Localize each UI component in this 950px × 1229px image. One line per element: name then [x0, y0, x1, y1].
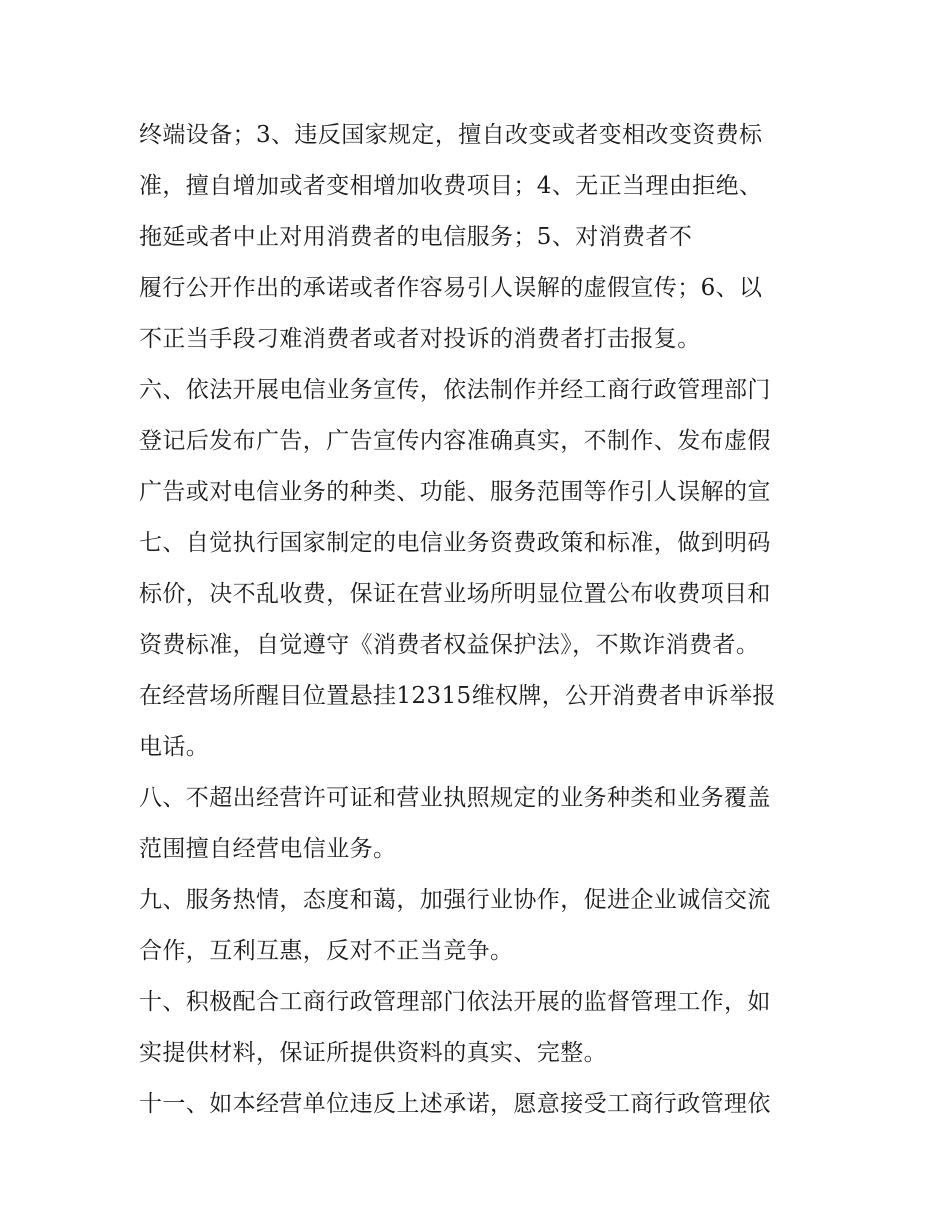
text-line: 不正当手段刁难消费者或者对投诉的消费者打击报复。: [139, 326, 701, 352]
text-line: 合作，互利互惠，反对不正当竞争。: [139, 938, 514, 964]
text-line: 十、积极配合工商行政管理部门依法开展的监督管理工作，如: [139, 989, 771, 1015]
text-line: 八、不超出经营许可证和营业执照规定的业务种类和业务覆盖: [139, 785, 771, 811]
text-line: 十一、如本经营单位违反上述承诺，愿意接受工商行政管理依: [139, 1091, 771, 1117]
text-line: 拖延或者中止对用消费者的电信服务；5、对消费者不: [139, 224, 693, 250]
text-line: 电话。: [139, 734, 210, 760]
text-line: 范围擅自经营电信业务。: [139, 836, 397, 862]
text-line: 准，擅自增加或者变相增加收费项目；4、无正当理由拒绝、: [139, 173, 763, 199]
text-line: 在经营场所醒目位置悬挂12315维权牌，公开消费者申诉举报: [139, 683, 776, 709]
text-line: 六、依法开展电信业务宣传，依法制作并经工商行政管理部门: [139, 377, 771, 403]
text-line: 资费标准，自觉遵守《消费者权益保护法》，不欺诈消费者。: [139, 632, 760, 658]
text-line: 履行公开作出的承诺或者作容易引人误解的虚假宣传；6、以: [139, 275, 763, 301]
text-line: 标价，决不乱收费，保证在营业场所明显位置公布收费项目和: [139, 581, 771, 607]
text-line: 七、自觉执行国家制定的电信业务资费政策和标准，做到明码: [139, 530, 771, 556]
text-line: 九、服务热情，态度和蔼，加强行业协作，促进企业诚信交流: [139, 887, 771, 913]
text-line: 终端设备；3、违反国家规定，擅自改变或者变相改变资费标: [139, 122, 763, 148]
text-line: 实提供材料，保证所提供资料的真实、完整。: [139, 1040, 607, 1066]
text-line: 广告或对电信业务的种类、功能、服务范围等作引人误解的宣: [139, 479, 771, 505]
text-line: 登记后发布广告，广告宣传内容准确真实，不制作、发布虚假: [139, 428, 771, 454]
body-text: [139, 110, 829, 1130]
